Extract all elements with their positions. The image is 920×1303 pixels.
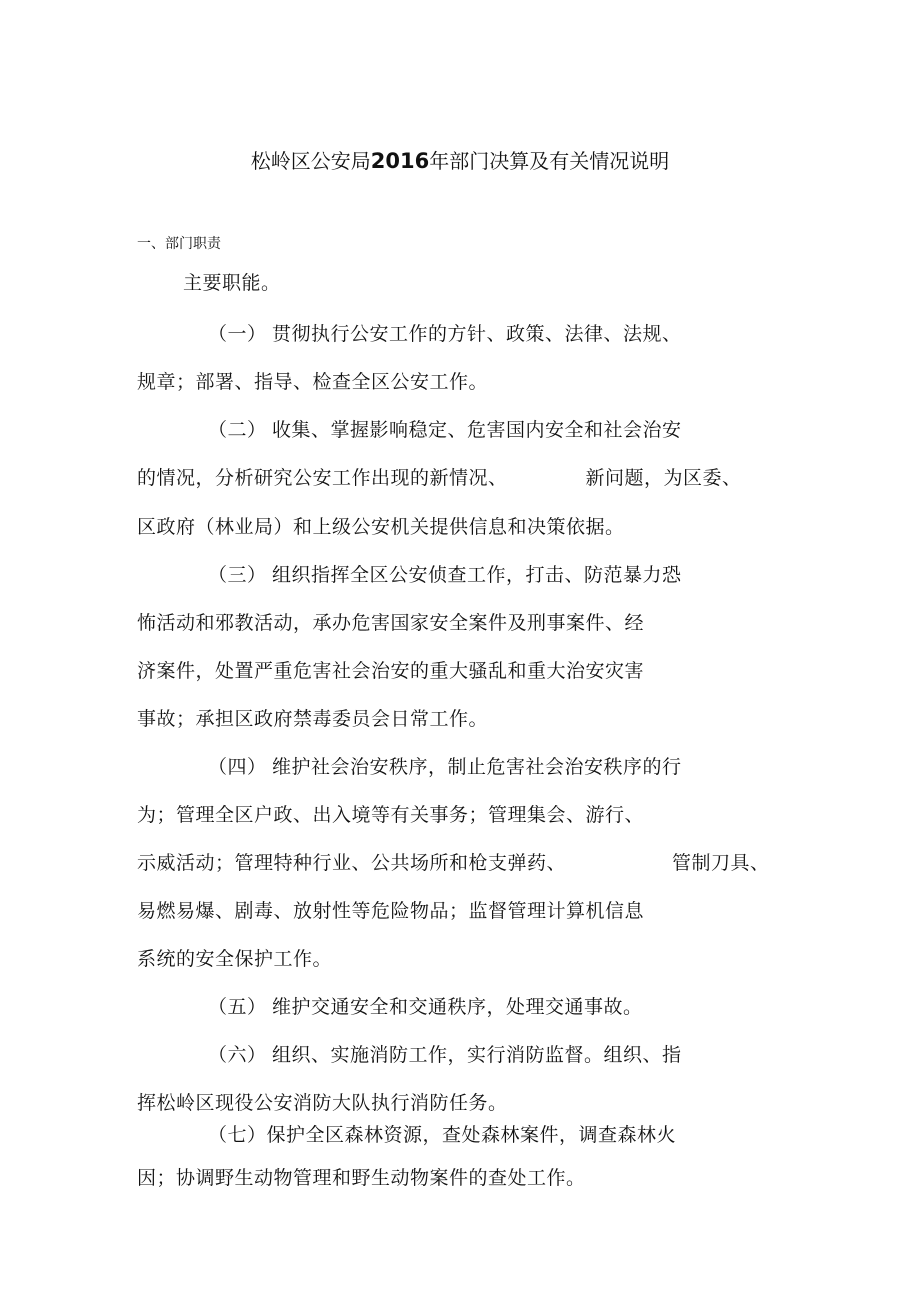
item-6-marker: （六）	[208, 1044, 267, 1066]
item-4-text-1: 维护社会治安秩序，制止危害社会治安秩序的行	[272, 756, 682, 778]
item-3-line-3: 济案件，处置严重危害社会治安的重大骚乱和重大治安灾害	[137, 660, 645, 682]
item-1-text-1: 贯彻执行公安工作的方针、政策、法律、法规、	[272, 323, 682, 345]
item-3-text-1: 组织指挥全区公安侦查工作，打击、防范暴力恐	[272, 564, 682, 586]
item-6-line-1	[208, 1043, 682, 1067]
item-4-line-3	[137, 851, 770, 875]
item-3-line-2: 怖活动和邪教活动，承办危害国家安全案件及刑事案件、经	[137, 612, 645, 634]
item-2-line-2	[137, 466, 742, 490]
item-3-line-1	[208, 563, 682, 587]
item-4-text-3b: 管制刀具、	[672, 852, 770, 874]
item-2-text-2b: 新问题，为区委、	[585, 467, 742, 489]
item-1-marker: （一）	[208, 323, 267, 345]
item-2-line-3: 区政府（林业局）和上级公安机关提供信息和决策依据。	[137, 516, 625, 538]
item-2-text-1: 收集、掌握影响稳定、危害国内安全和社会治安	[272, 419, 682, 441]
item-2-text-2a: 的情况，分析研究公安工作出现的新情况、	[137, 467, 508, 489]
item-3-line-4: 事故；承担区政府禁毒委员会日常工作。	[137, 708, 489, 730]
main-functions-heading: 主要职能。	[183, 272, 281, 294]
title-year: 2016	[370, 149, 430, 173]
document-title	[0, 148, 920, 174]
title-prefix: 松岭区公安局	[250, 149, 371, 173]
item-5-marker: （五）	[208, 996, 267, 1018]
item-4-line-1	[208, 755, 682, 779]
item-3-marker: （三）	[208, 564, 267, 586]
title-suffix: 年部门决算及有关情况说明	[429, 149, 670, 173]
section-heading: 一、部门职责	[137, 236, 221, 252]
item-4-marker: （四）	[208, 756, 267, 778]
item-2-marker: （二）	[208, 419, 267, 441]
item-5-text-1: 维护交通安全和交通秩序，处理交通事故。	[272, 996, 643, 1018]
item-5-line-1	[208, 995, 643, 1019]
item-4-text-3a: 示威活动；管理特种行业、公共场所和枪支弹药、	[137, 852, 567, 874]
item-6-line-2: 挥松岭区现役公安消防大队执行消防任务。	[137, 1092, 508, 1114]
item-2-line-1	[208, 418, 682, 442]
item-4-line-5: 系统的安全保护工作。	[137, 948, 333, 970]
item-7-line-1: （七）保护全区森林资源，查处森林案件，调查森林火	[208, 1124, 677, 1146]
item-1-line-1	[208, 322, 682, 346]
item-4-line-4: 易燃易爆、剧毒、放射性等危险物品；监督管理计算机信息	[137, 900, 645, 922]
item-1-line-2: 规章；部署、指导、检查全区公安工作。	[137, 371, 489, 393]
item-6-text-1: 组织、实施消防工作，实行消防监督。组织、指	[272, 1044, 682, 1066]
item-7-line-2: 因；协调野生动物管理和野生动物案件的查处工作。	[137, 1167, 586, 1189]
item-4-line-2: 为；管理全区户政、出入境等有关事务；管理集会、游行、	[137, 804, 645, 826]
